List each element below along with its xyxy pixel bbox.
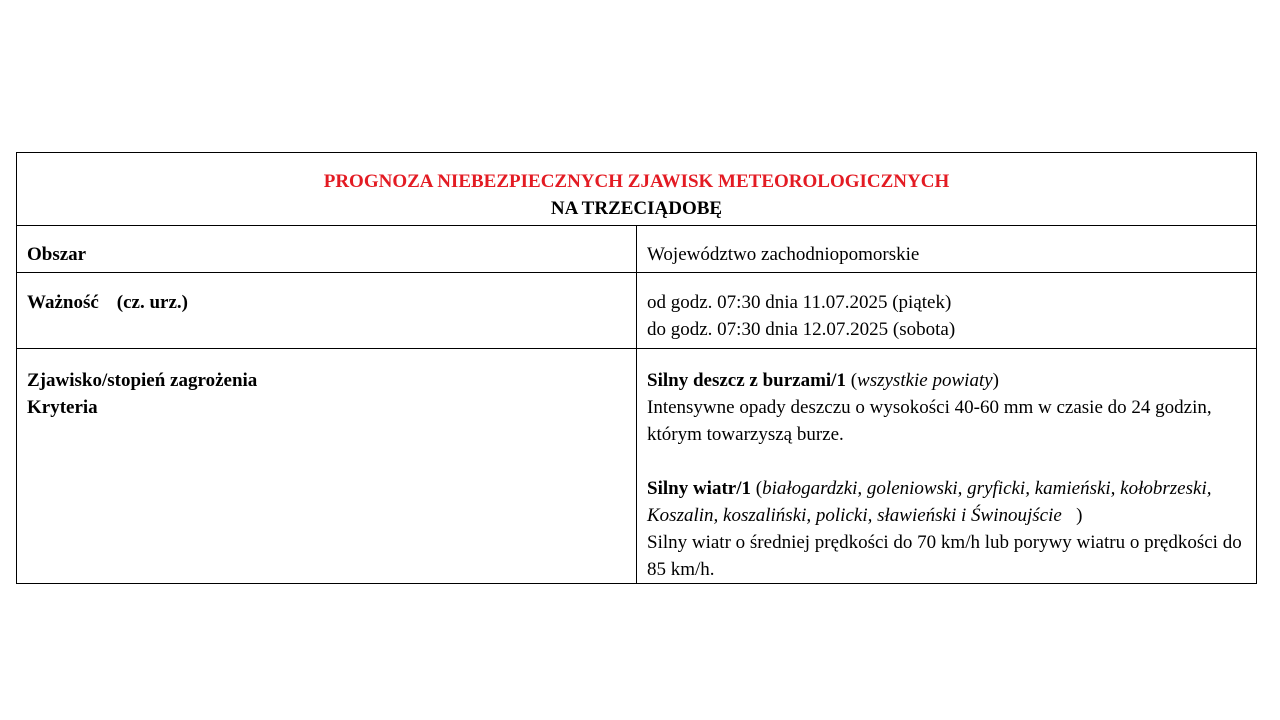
phenomenon-description: Intensywne opady deszczu o wysokości 40-60 mm w czasie do 24 godzin, którym towarzyszą burze. <box>647 397 1212 445</box>
validity-from: od godz. 07:30 dnia 11.07.2025 (piątek) <box>647 292 952 313</box>
phenomena-label: Zjawisko/stopień zagrożenia <box>27 370 258 391</box>
validity-label: Ważność <box>27 292 99 313</box>
validity-row <box>17 273 1257 349</box>
title-cell <box>17 153 1257 226</box>
phenomena-value-cell <box>637 349 1257 584</box>
phenomenon-description: Silny wiatr o średniej prędkości do 70 km/h lub porywy wiatru o prędkości do 85 km/h. <box>647 532 1242 580</box>
phenomenon-item-rain: Silny deszcz z burzami/1 (wszystkie powiaty) Intensywne opady deszczu o wysokości 40-60 mm w czasie do 24 godzin, którym towarzyszą burze. <box>647 367 1246 448</box>
validity-to: do godz. 07:30 dnia 12.07.2025 (sobota) <box>647 319 956 340</box>
warning-table <box>16 152 1257 584</box>
area-row <box>17 226 1257 273</box>
phenomenon-name: Silny deszcz z burzami/1 <box>647 370 846 391</box>
page-subtitle: NA TRZECIĄDOBĘ <box>550 198 723 219</box>
validity-value-cell <box>637 273 1257 349</box>
criteria-label: Kryteria <box>27 397 98 418</box>
area-label: Obszar <box>17 226 637 273</box>
phenomenon-name: Silny wiatr/1 <box>647 478 751 499</box>
phenomena-row <box>17 349 1257 584</box>
area-value: Województwo zachodniopomorskie <box>637 226 1257 273</box>
phenomenon-regions: białogardzki, goleniowski, gryficki, kamieński, kołobrzeski, Koszalin, koszaliński, policki, sławieński i Świnoujście <box>647 478 1212 526</box>
page-title: PROGNOZA NIEBEZPIECZNYCH ZJAWISK METEOROLOGICZNYCH <box>323 171 950 192</box>
title-row <box>17 153 1257 226</box>
spacer <box>647 448 1246 475</box>
phenomena-label-cell <box>17 349 637 584</box>
validity-label-cell <box>17 273 637 349</box>
phenomenon-item-wind: Silny wiatr/1 (białogardzki, goleniowski, gryficki, kamieński, kołobrzeski, Koszalin, koszaliński, policki, sławieński i Świnoujście ) Silny wiatr o średniej prędkości do 70 km/h lub porywy wiatru o prędkości do 85 km/h. <box>647 475 1246 583</box>
validity-label-note: (cz. urz.) <box>116 292 188 313</box>
phenomenon-regions: wszystkie powiaty <box>857 370 993 391</box>
